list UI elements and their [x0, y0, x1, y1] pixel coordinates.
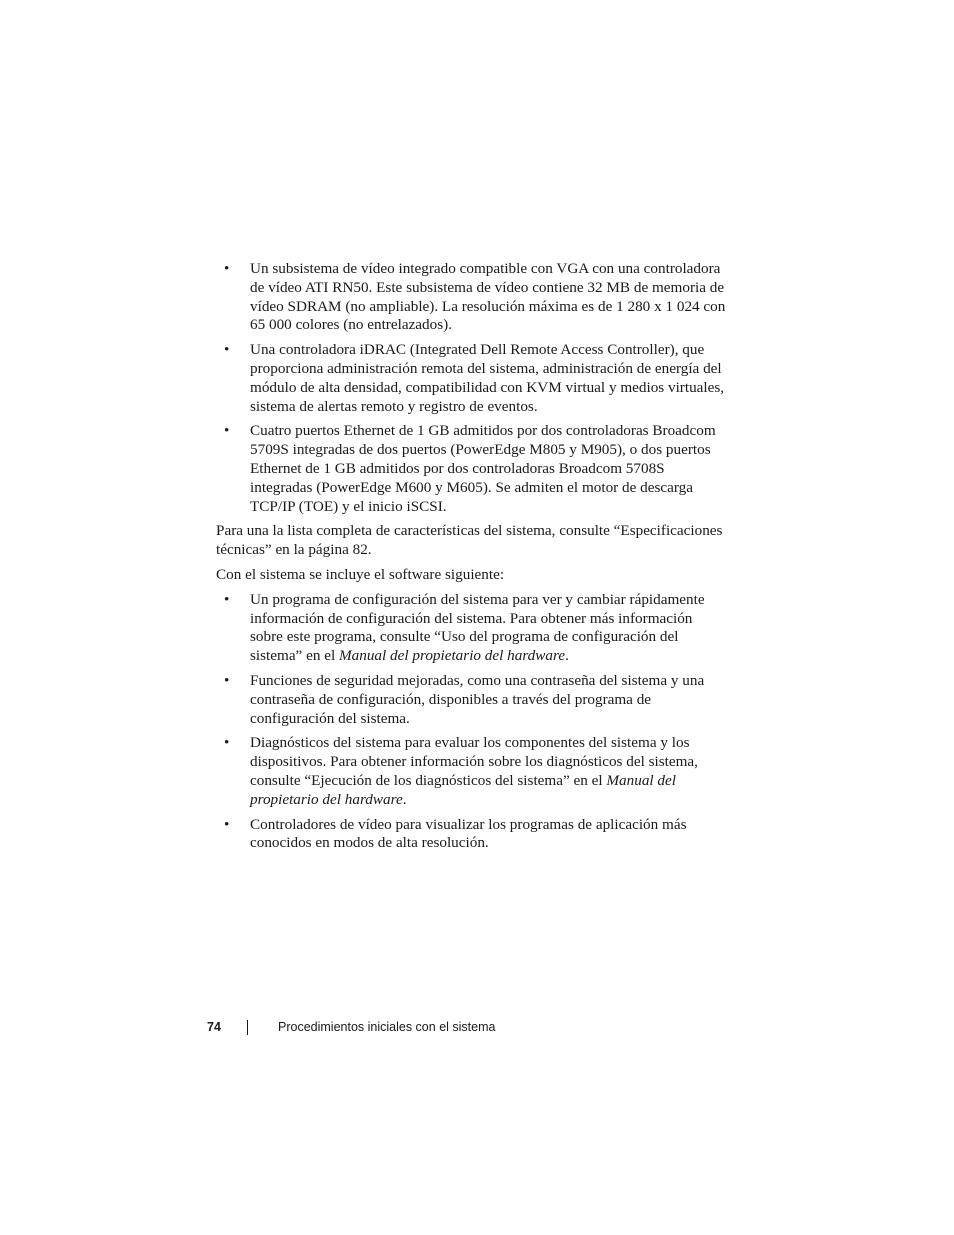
list-item	[216, 260, 726, 335]
software-list	[216, 591, 726, 853]
bullet: •	[224, 734, 230, 752]
list-item-text: Diagnósticos del sistema para evaluar los componentes del sistema y los dispositivos. Para obtener información sobre los diagnósticos del sistema, consulte “Ejecución de los diagnósticos del sistema” en el	[250, 734, 698, 789]
list-item	[216, 734, 726, 809]
page-content	[216, 260, 726, 859]
bullet: •	[224, 590, 230, 608]
list-item	[216, 422, 726, 516]
bullet: •	[224, 260, 230, 277]
bullet: •	[224, 815, 230, 833]
features-reference-paragraph: Para una la lista completa de características del sistema, consulte “Especificaciones técnicas” en la página 82.	[216, 522, 723, 559]
footer-separator	[247, 1020, 248, 1035]
bullet: •	[224, 341, 230, 359]
manual-title: Manual del propietario del hardware	[338, 647, 566, 665]
manual-title: Manual del propietario del hardware	[250, 771, 676, 808]
list-item	[216, 816, 726, 854]
bullet: •	[224, 671, 230, 689]
chapter-title: Procedimientos iniciales con el sistema	[278, 1020, 496, 1034]
list-item	[216, 591, 726, 666]
list-item-text: Controladores de vídeo para visualizar los programas de aplicación más conocidos en modos de alta resolución.	[250, 815, 687, 852]
list-item-text-end: .	[402, 790, 407, 808]
list-item-text: Cuatro puertos Ethernet de 1 GB admitidos por dos controladoras Broadcom 5709S integradas de dos puertos (PowerEdge M805 y M905), o dos puertos Ethernet de 1 GB admitidos por dos controladoras Broadcom 5708S integradas (PowerEdge M600 y M605). Se admiten el motor de descarga TCP/IP (TOE) y el inicio iSCSI.	[250, 422, 716, 515]
list-item-text: Un programa de configuración del sistema para ver y cambiar rápidamente información de configuración del sistema. Para obtener más información sobre este programa, consulte “Uso del programa de configuración del sistema” en el	[250, 590, 705, 665]
list-item-text: Funciones de seguridad mejoradas, como una contraseña del sistema y una contraseña de configuración, disponibles a través del programa de configuración del sistema.	[250, 671, 705, 727]
page-number: 74	[207, 1020, 221, 1034]
list-item	[216, 672, 726, 728]
software-intro-paragraph: Con el sistema se incluye el software siguiente:	[216, 565, 505, 583]
list-item-text-end: .	[565, 647, 569, 665]
bullet: •	[224, 422, 230, 440]
list-item	[216, 341, 726, 416]
page-footer	[207, 1018, 607, 1038]
feature-list	[216, 260, 726, 516]
list-item-text: Un subsistema de vídeo integrado compatible con VGA con una controladora de vídeo ATI RN50. Este subsistema de vídeo contiene 32 MB de memoria de vídeo SDRAM (no ampliable). La resolución máxima es de 1 280 x 1 024 con 65 000 colores (no entrelazados).	[250, 260, 726, 334]
list-item-text: Una controladora iDRAC (Integrated Dell Remote Access Controller), que proporciona administración remota del sistema, administración de energía del módulo de alta densidad, compatibilidad con KVM virtual y medios virtuales, sistema de alertas remoto y registro de eventos.	[250, 341, 725, 415]
